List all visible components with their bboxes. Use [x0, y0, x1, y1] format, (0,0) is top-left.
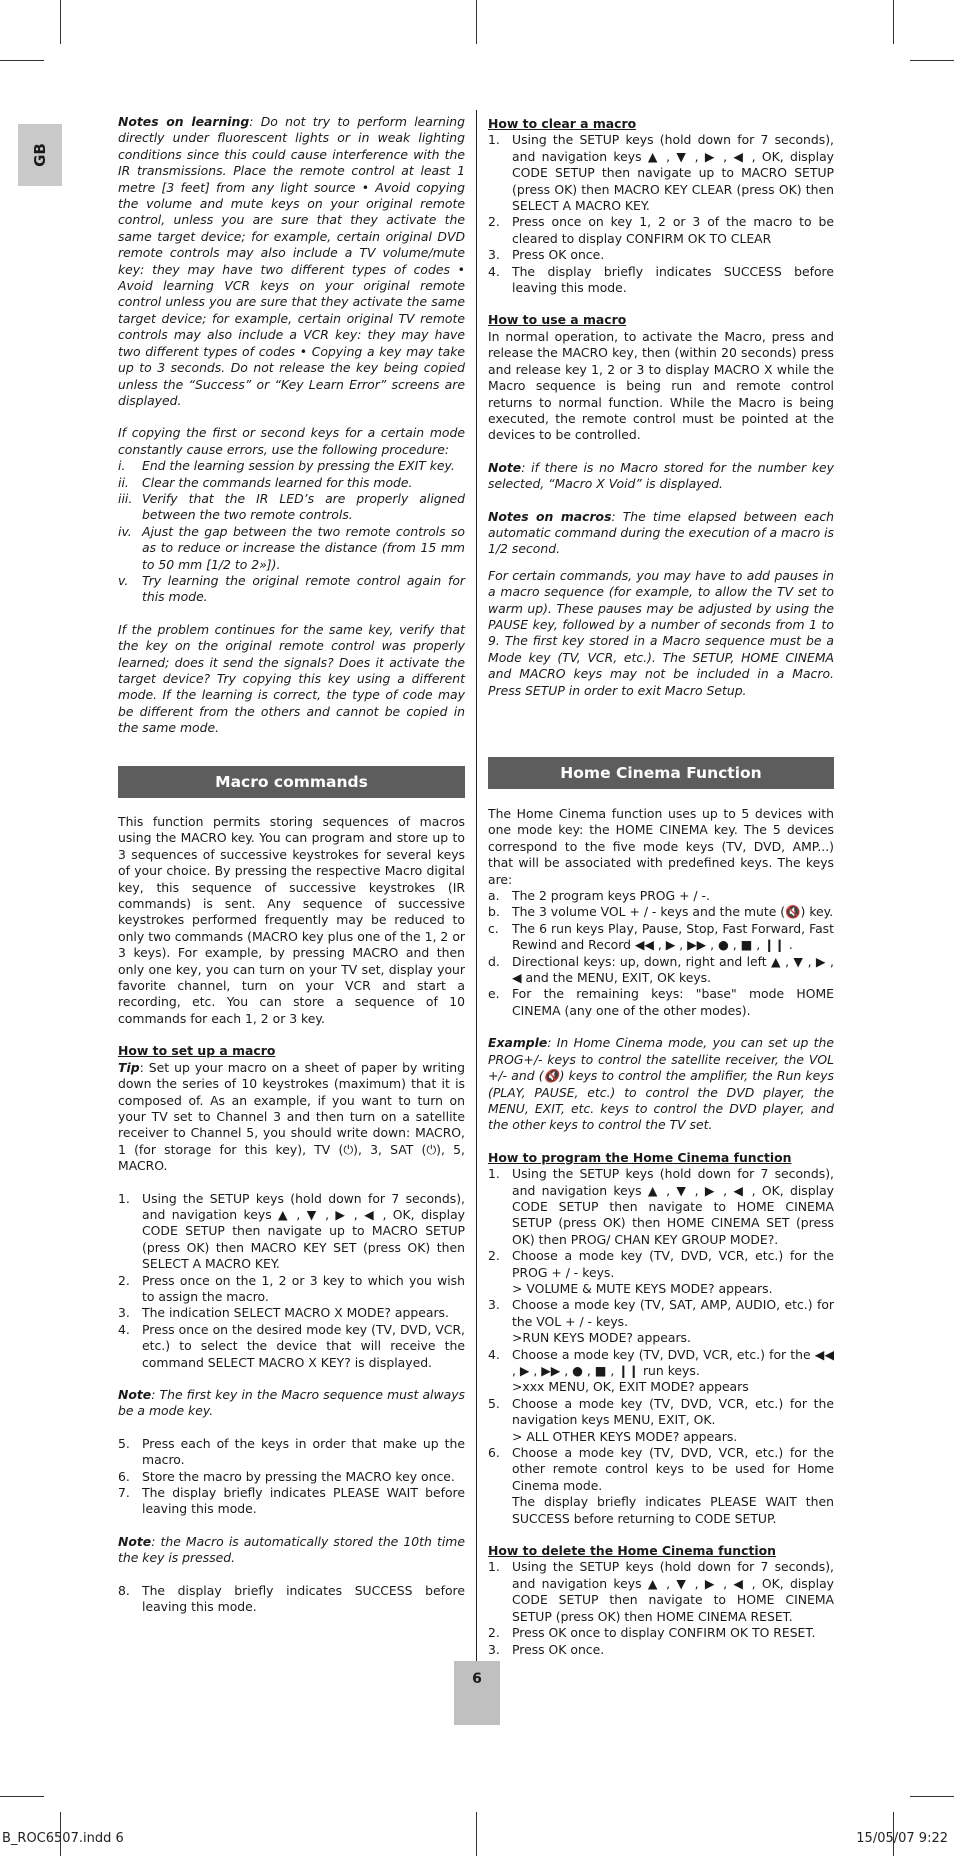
- list-item-text: The indication SELECT MACRO X MODE? appears.: [142, 1305, 449, 1321]
- list-item-number: i.: [118, 458, 126, 474]
- list-item-number: 3.: [488, 247, 500, 263]
- list-item-number: 1.: [488, 1559, 500, 1575]
- list-item-text: The display briefly indicates PLEASE WAIT before leaving this mode.: [142, 1485, 465, 1517]
- list-item: [488, 1559, 834, 1625]
- use-paragraph: In normal operation, to activate the Macro, press and release the MACRO key, then (within 20 seconds) press and release key 1, 2 or 3 to display MACRO X while the Macro sequence is being run and remote control returns to normal function. While the Macro is being executed, the remote control must be pointed at the devices to be controlled.: [488, 328, 834, 443]
- list-item-number: ii.: [118, 474, 129, 490]
- footer-timestamp: 15/05/07 9:22: [856, 1831, 948, 1846]
- list-item: [488, 132, 834, 214]
- list-item-text: The 6 run keys Play, Pause, Stop, Fast Forward, Fast Rewind and Record ◀◀ , ▶ , ▶▶ , ● , ■ , ❙❙ .: [512, 920, 834, 953]
- list-item-number: 1.: [488, 132, 500, 148]
- list-item-number: 6.: [488, 1445, 500, 1461]
- list-item: [118, 1583, 465, 1616]
- list-item-text: Press once on key 1, 2 or 3 of the macro to be cleared to display CONFIRM OK TO CLEAR: [512, 214, 834, 246]
- list-item-text: Using the SETUP keys (hold down for 7 seconds), and navigation keys ▲ , ▼ , ▶ , ◀ , OK, display CODE SETUP then navigate up to MACRO SETUP (press OK) then MACRO KEY CLEAR (press OK) then SELECT A MACRO KEY.: [512, 132, 834, 214]
- list-item-text: For the remaining keys: "base" mode HOME CINEMA (any one of the other modes).: [512, 986, 834, 1018]
- list-item-text: Verify that the IR LED’s are properly aligned between the two remote controls.: [142, 490, 465, 523]
- list-item-number: c.: [488, 920, 499, 936]
- note-first-key: Note: The first key in the Macro sequence must always be a mode key.: [118, 1387, 465, 1419]
- list-item: [488, 1642, 834, 1658]
- problem-paragraph: If the problem continues for the same key, verify that the key on the original remote control was properly learned; does it send the signals? Does it activate the target device? Try copying this key using a different mode. If the learning is correct, the type of code may be different from the others and cannot be copied in the same mode.: [118, 621, 465, 736]
- page-number: 6: [472, 1671, 482, 1687]
- list-item: [488, 1445, 834, 1527]
- example-paragraph: Example: In Home Cinema mode, you can set up the PROG+/- keys to control the satellite receiver, the VOL +/- and (🔇) keys to control the amplifier, the Run keys (PLAY, PAUSE, etc.) to control the DVD player, the MENU, EXIT, etc. keys to control the DVD player, and the other keys to control the TV set.: [488, 1035, 834, 1133]
- program-steps-list: [488, 1166, 834, 1527]
- list-item-number: 5.: [118, 1435, 130, 1451]
- page-number-box: [454, 1661, 500, 1725]
- home-cinema-intro: The Home Cinema function uses up to 5 devices with one mode key: the HOME CINEMA key. The 5 devices correspond to the five mode keys (TV, DVD, AMP...) that will be associated with predefined keys. The keys are:: [488, 806, 834, 887]
- list-item-number: 4.: [118, 1321, 130, 1337]
- list-item-text: Choose a mode key (TV, DVD, VCR, etc.) for the ◀◀ , ▶ , ▶▶ , ● , ■ , ❙❙ run keys. >xxx MENU, OK, EXIT MODE? appears: [512, 1346, 834, 1395]
- list-item: [488, 1297, 834, 1346]
- list-item: [118, 475, 465, 491]
- right-column-top: [488, 116, 834, 699]
- crop-mark: [476, 0, 477, 44]
- column-divider: [476, 110, 477, 1672]
- tip-paragraph: Tip: Set up your macro on a sheet of paper by writing down the series of 10 keystrokes (maximum) that it is composed of. As an example, if you want to turn on your TV set to Channel 3 and then turn on a satellite receiver to Channel 5, you should write down: MACRO, 1 (for storage for this key), TV (⏻), 3, SAT (⏻), 5, MACRO.: [118, 1059, 465, 1174]
- setup-heading: How to set up a macro: [118, 1043, 276, 1059]
- clear-steps-list: [488, 132, 834, 296]
- list-item-number: 3.: [118, 1305, 130, 1321]
- list-item-number: 8.: [118, 1582, 130, 1598]
- list-item-number: 2.: [488, 1625, 500, 1641]
- list-item-text: The display briefly indicates SUCCESS before leaving this mode.: [142, 1582, 465, 1615]
- notes-on-macros: Notes on macros: The time elapsed between each automatic command during the execution of a macro is 1/2 second.: [488, 508, 834, 557]
- list-item-number: a.: [488, 888, 500, 904]
- list-item-number: 1.: [488, 1166, 500, 1182]
- list-item: [488, 1166, 834, 1248]
- copy-errors-intro: If copying the first or second keys for a certain mode constantly cause errors, use the following procedure:: [118, 425, 465, 457]
- list-item: [488, 1248, 834, 1297]
- note-auto-store: Note: the Macro is automatically stored the 10th time the key is pressed.: [118, 1533, 465, 1566]
- list-item-number: 2.: [488, 1248, 500, 1264]
- list-item: [488, 1396, 834, 1445]
- list-item-text: Store the macro by pressing the MACRO key once.: [142, 1468, 455, 1484]
- list-item: [488, 1347, 834, 1396]
- footer-filename: B_ROC6507.indd 6: [2, 1831, 124, 1846]
- list-item-number: b.: [488, 904, 500, 920]
- home-cinema-keys-list: [488, 888, 834, 1019]
- list-item: [118, 458, 465, 474]
- language-tab-label: GB: [31, 143, 49, 167]
- list-item-text: Press once on the 1, 2 or 3 key to which you wish to assign the macro.: [142, 1272, 465, 1304]
- list-item-number: 6.: [118, 1468, 130, 1484]
- list-item: [488, 214, 834, 247]
- setup-steps-list: [118, 1583, 465, 1616]
- note-no-macro: Note: if there is no Macro stored for the number key selected, “Macro X Void” is displayed.: [488, 459, 834, 492]
- list-item-number: 5.: [488, 1395, 500, 1411]
- list-item-number: e.: [488, 986, 500, 1002]
- list-item: [488, 888, 834, 904]
- list-item-text: Using the SETUP keys (hold down for 7 seconds), and navigation keys ▲ , ▼ , ▶ , ◀ , OK, display CODE SETUP then navigate up to MACRO SETUP (press OK) then MACRO KEY SET (press OK) then SELECT A MACRO KEY.: [142, 1190, 465, 1272]
- list-item-text: Press OK once.: [512, 1641, 605, 1657]
- list-item-number: 4.: [488, 1346, 500, 1362]
- crop-mark: [893, 0, 894, 44]
- program-heading: How to program the Home Cinema function: [488, 1149, 792, 1165]
- list-item: [118, 573, 465, 606]
- procedure-list: [118, 458, 465, 606]
- list-item-text: Press each of the keys in order that make up the macro.: [142, 1435, 465, 1468]
- list-item-text: Using the SETUP keys (hold down for 7 seconds), and navigation keys ▲ , ▼ , ▶ , ◀ , OK, display CODE SETUP then navigate to HOME CINEMA SETUP (press OK) then HOME CINEMA SET (press OK) then PROG/ CHAN KEY GROUP MODE?.: [512, 1166, 834, 1247]
- right-column-bottom: [488, 806, 834, 1658]
- home-cinema-band: Home Cinema Function: [488, 757, 834, 789]
- list-item-text: The 2 program keys PROG + / -.: [512, 888, 710, 904]
- list-item-text: Directional keys: up, down, right and left ▲ , ▼ , ▶ , ◀ and the MENU, EXIT, OK keys.: [512, 953, 834, 986]
- list-item: [488, 264, 834, 297]
- list-item-text: Press OK once.: [512, 247, 605, 263]
- list-item-text: Press OK once to display CONFIRM OK TO RESET.: [512, 1625, 816, 1641]
- language-tab: [18, 124, 62, 186]
- list-item-text: Ajust the gap between the two remote controls so as to reduce or increase the distance (from 15 mm to 50 mm [1/2 to 2»]).: [142, 523, 465, 572]
- list-item-text: Choose a mode key (TV, DVD, VCR, etc.) for the PROG + / - keys. > VOLUME & MUTE KEYS MODE? appears.: [512, 1248, 834, 1296]
- list-item-number: 1.: [118, 1190, 130, 1206]
- list-item: [488, 247, 834, 263]
- setup-steps-list: [118, 1436, 465, 1518]
- clear-heading: How to clear a macro: [488, 116, 637, 131]
- crop-mark: [910, 1796, 954, 1797]
- crop-mark: [476, 1812, 477, 1856]
- list-item-number: 3.: [488, 1641, 500, 1657]
- crop-mark: [910, 60, 954, 61]
- list-item: [488, 921, 834, 954]
- crop-mark: [0, 60, 44, 61]
- setup-steps-list: [118, 1191, 465, 1371]
- list-item: [118, 1469, 465, 1485]
- pauses-paragraph: For certain commands, you may have to add pauses in a macro sequence (for example, to allow the TV set to warm up). These pauses may be adjusted by using the PAUSE key, followed by a number of seconds from 1 to 9. The first key stored in a Macro sequence must be a Mode key (TV, VCR, etc.). The SETUP, HOME CINEMA and MACRO keys may not be included in a Macro. Press SETUP in order to exit Macro Setup.: [488, 567, 834, 698]
- list-item-number: iv.: [118, 523, 132, 539]
- list-item-number: 4.: [488, 263, 500, 279]
- left-column-top: [118, 114, 465, 737]
- delete-heading: How to delete the Home Cinema function: [488, 1543, 776, 1559]
- list-item-number: v.: [118, 572, 129, 588]
- list-item: [488, 1625, 834, 1641]
- use-heading: How to use a macro: [488, 312, 627, 328]
- left-column-bottom: [118, 814, 465, 1615]
- crop-mark: [0, 1796, 44, 1797]
- macro-intro: This function permits storing sequences of macros using the MACRO key. You can program and store up to 3 sequences of successive keystrokes for several keys of your choice. By pressing the respective Macro digital key, this sequence of successive keystrokes (IR commands) is sent. Any sequence of successive keystrokes performed frequently may be reduced to only two commands (MACRO key plus one of the 1, 2 or 3 keys). For example, by pressing MACRO and then only one key, you can turn on your TV set, display your favorite channel, turn on your VCR and start a recording, etc. You can store a sequence of 10 commands for each 1, 2 or 3 key.: [118, 814, 465, 1026]
- list-item-text: Press once on the desired mode key (TV, DVD, VCR, etc.) to select the device that will receive the command SELECT MACRO X KEY? is displayed.: [142, 1321, 465, 1370]
- list-item-text: Choose a mode key (TV, DVD, VCR, etc.) for the navigation keys MENU, EXIT, OK. > ALL OTHER KEYS MODE? appears.: [512, 1395, 834, 1444]
- list-item: [118, 524, 465, 573]
- list-item: [118, 1436, 465, 1469]
- list-item-number: d.: [488, 953, 500, 969]
- list-item-number: 3.: [488, 1297, 500, 1313]
- list-item: [118, 1191, 465, 1273]
- list-item-text: Choose a mode key (TV, DVD, VCR, etc.) for the other remote control keys to be used for Home Cinema mode. The display briefly indicates PLEASE WAIT then SUCCESS before returning to CODE SETUP.: [512, 1445, 834, 1526]
- crop-mark: [60, 0, 61, 44]
- notes-on-learning: Notes on learning: Do not try to perform learning directly under fluorescent lights or in weak lighting conditions since this could cause interference with the IR transmissions. Place the remote control at least 1 metre [3 feet] from any light source • Avoid copying the volume and mute keys on your original remote control, unless you are sure that they activate the same target device; for example, certain original DVD remote controls may also include a TV volume/mute key: they may have two different types of codes • Avoid learning VCR keys on your original remote control unless you are sure that they activate the same target device; for example, certain original TV remote controls may also include a VCR key: they may have two different types of codes • Copying a key may take up to 3 seconds. Do not release the key being copied unless the “Success” or “Key Learn Error” screens are displayed.: [118, 114, 465, 408]
- list-item-text: The display briefly indicates SUCCESS before leaving this mode.: [512, 263, 834, 296]
- macro-commands-band: Macro commands: [118, 766, 465, 798]
- delete-steps-list: [488, 1559, 834, 1657]
- list-item-number: 2.: [118, 1272, 130, 1288]
- list-item: [488, 954, 834, 987]
- list-item-text: Clear the commands learned for this mode.: [142, 474, 413, 490]
- list-item: [118, 1305, 465, 1321]
- list-item: [118, 1322, 465, 1371]
- list-item: [488, 986, 834, 1019]
- list-item-number: 2.: [488, 214, 500, 230]
- list-item-text: Choose a mode key (TV, SAT, AMP, AUDIO, etc.) for the VOL + / - keys. >RUN KEYS MODE? appears.: [512, 1297, 834, 1346]
- list-item-text: Try learning the original remote control again for this mode.: [142, 572, 465, 605]
- list-item: [488, 904, 834, 920]
- list-item-number: 7.: [118, 1485, 130, 1501]
- list-item-text: Using the SETUP keys (hold down for 7 seconds), and navigation keys ▲ , ▼ , ▶ , ◀ , OK, display CODE SETUP then navigate to HOME CINEMA SETUP (press OK) then HOME CINEMA RESET.: [512, 1559, 834, 1624]
- list-item-text: End the learning session by pressing the EXIT key.: [142, 458, 455, 474]
- list-item-number: iii.: [118, 490, 133, 506]
- list-item: [118, 1485, 465, 1518]
- list-item: [118, 491, 465, 524]
- list-item-text: The 3 volume VOL + / - keys and the mute (🔇) key.: [512, 904, 834, 920]
- list-item: [118, 1273, 465, 1306]
